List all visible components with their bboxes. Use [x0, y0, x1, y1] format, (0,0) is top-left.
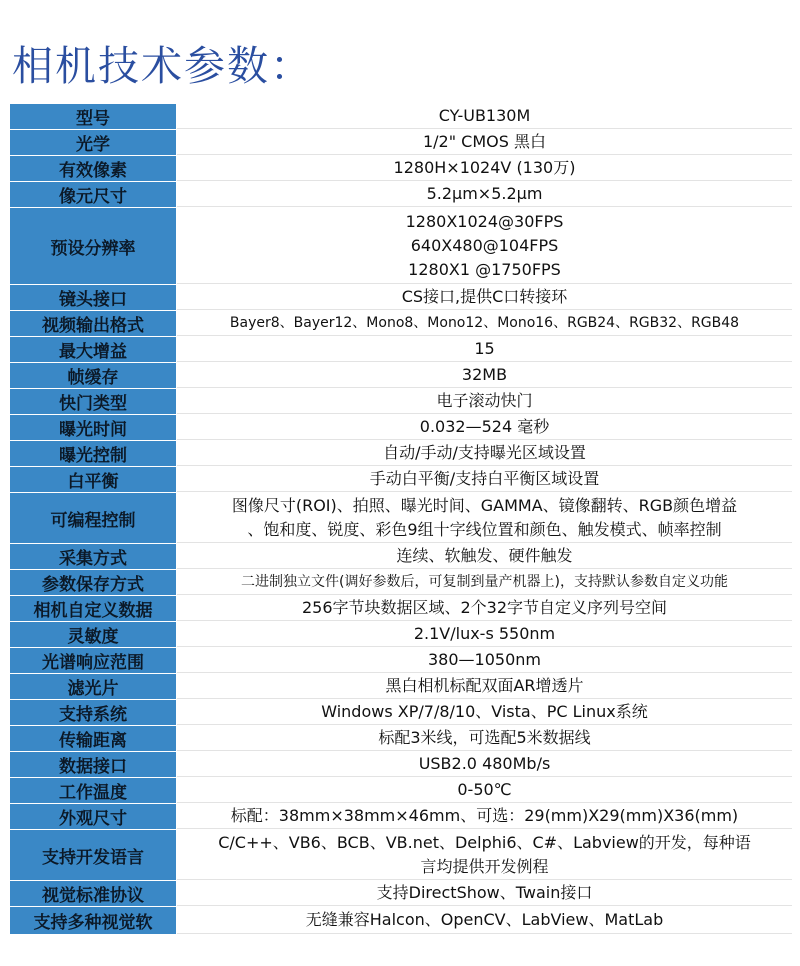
spec-label: 支持开发语言	[10, 830, 176, 880]
spec-value: 连续、软触发、硬件触发	[177, 544, 792, 569]
spec-value: CY-UB130M	[177, 104, 792, 129]
spec-label: 镜头接口	[10, 285, 176, 310]
spec-row-pixel-size	[10, 182, 792, 207]
spec-value: 0.032—524 毫秒	[177, 415, 792, 440]
spec-label: 有效像素	[10, 156, 176, 181]
spec-row-sensitivity	[10, 622, 792, 647]
spec-value: 1280X1024@30FPS 640X480@104FPS 1280X1 @1750FPS	[177, 208, 792, 284]
spec-row-vision-software	[10, 907, 792, 934]
spec-value: 黑白相机标配双面AR增透片	[177, 674, 792, 699]
spec-label: 参数保存方式	[10, 570, 176, 595]
spec-label: 型号	[10, 104, 176, 129]
spec-value: 256字节块数据区域、2个32字节自定义序列号空间	[177, 596, 792, 621]
spec-label: 光学	[10, 130, 176, 155]
spec-label: 传输距离	[10, 726, 176, 751]
spec-label: 支持多种视觉软	[10, 907, 176, 934]
spec-label: 数据接口	[10, 752, 176, 777]
spec-row-transfer-distance	[10, 726, 792, 751]
spec-row-model	[10, 104, 792, 129]
spec-row-vision-protocol	[10, 881, 792, 906]
spec-value: USB2.0 480Mb/s	[177, 752, 792, 777]
spec-label: 最大增益	[10, 337, 176, 362]
spec-value: 2.1V/lux-s 550nm	[177, 622, 792, 647]
spec-row-spectral-range	[10, 648, 792, 673]
spec-row-programmable-control	[10, 493, 792, 543]
spec-value: 5.2μm×5.2μm	[177, 182, 792, 207]
spec-row-shutter	[10, 389, 792, 414]
spec-label: 外观尺寸	[10, 804, 176, 829]
spec-row-capture-mode	[10, 544, 792, 569]
spec-label: 可编程控制	[10, 493, 176, 543]
spec-value: 自动/手动/支持曝光区域设置	[177, 441, 792, 466]
spec-label: 相机自定义数据	[10, 596, 176, 621]
spec-value: CS接口,提供C口转接环	[177, 285, 792, 310]
spec-row-os-support	[10, 700, 792, 725]
spec-row-exposure-control	[10, 441, 792, 466]
spec-value: 二进制独立文件(调好参数后，可复制到量产机器上)，支持默认参数自定义功能	[177, 570, 792, 595]
spec-value: 15	[177, 337, 792, 362]
spec-row-filter	[10, 674, 792, 699]
spec-value: C/C++、VB6、BCB、VB.net、Delphi6、C#、Labview的开发，每种语 言均提供开发例程	[177, 830, 792, 880]
spec-label: 视觉标准协议	[10, 881, 176, 906]
spec-row-dev-languages	[10, 830, 792, 880]
spec-label: 像元尺寸	[10, 182, 176, 207]
spec-value: 1280H×1024V (130万)	[177, 156, 792, 181]
spec-label: 曝光控制	[10, 441, 176, 466]
spec-value: Windows XP/7/8/10、Vista、PC Linux系统	[177, 700, 792, 725]
spec-label: 支持系统	[10, 700, 176, 725]
spec-value: 标配：38mm×38mm×46mm、可选：29(mm)X29(mm)X36(mm)	[177, 804, 792, 829]
spec-row-white-balance	[10, 467, 792, 492]
spec-row-max-gain	[10, 337, 792, 362]
spec-label: 帧缓存	[10, 363, 176, 388]
spec-row-frame-buffer	[10, 363, 792, 388]
spec-row-optics	[10, 130, 792, 155]
spec-row-custom-data	[10, 596, 792, 621]
spec-row-dimensions	[10, 804, 792, 829]
spec-value: 0-50℃	[177, 778, 792, 803]
spec-row-exposure-time	[10, 415, 792, 440]
spec-label: 采集方式	[10, 544, 176, 569]
spec-table	[10, 104, 792, 935]
spec-value: 手动白平衡/支持白平衡区域设置	[177, 467, 792, 492]
spec-value: 电子滚动快门	[177, 389, 792, 414]
spec-value: 无缝兼容Halcon、OpenCV、LabView、MatLab	[177, 907, 792, 934]
spec-value: 32MB	[177, 363, 792, 388]
spec-label: 白平衡	[10, 467, 176, 492]
spec-label: 光谱响应范围	[10, 648, 176, 673]
spec-value: 1/2" CMOS 黑白	[177, 130, 792, 155]
spec-value: 380—1050nm	[177, 648, 792, 673]
spec-value: 图像尺寸(ROI)、拍照、曝光时间、GAMMA、镜像翻转、RGB颜色增益 、饱和度、锐度、彩色9组十字线位置和颜色、触发模式、帧率控制	[177, 493, 792, 543]
spec-label: 曝光时间	[10, 415, 176, 440]
spec-label: 滤光片	[10, 674, 176, 699]
spec-label: 预设分辨率	[10, 208, 176, 284]
spec-row-data-interface	[10, 752, 792, 777]
spec-row-resolution	[10, 208, 792, 284]
spec-value: Bayer8、Bayer12、Mono8、Mono12、Mono16、RGB24、RGB32、RGB48	[177, 311, 792, 336]
spec-value: 支持DirectShow、Twain接口	[177, 881, 792, 906]
spec-row-lens-mount	[10, 285, 792, 310]
page-title: 相机技术参数：	[12, 42, 313, 90]
spec-row-video-format	[10, 311, 792, 336]
spec-label: 视频输出格式	[10, 311, 176, 336]
spec-label: 工作温度	[10, 778, 176, 803]
spec-value: 标配3米线，可选配5米数据线	[177, 726, 792, 751]
spec-row-param-save	[10, 570, 792, 595]
spec-label: 快门类型	[10, 389, 176, 414]
spec-row-pixels	[10, 156, 792, 181]
spec-row-operating-temp	[10, 778, 792, 803]
spec-label: 灵敏度	[10, 622, 176, 647]
